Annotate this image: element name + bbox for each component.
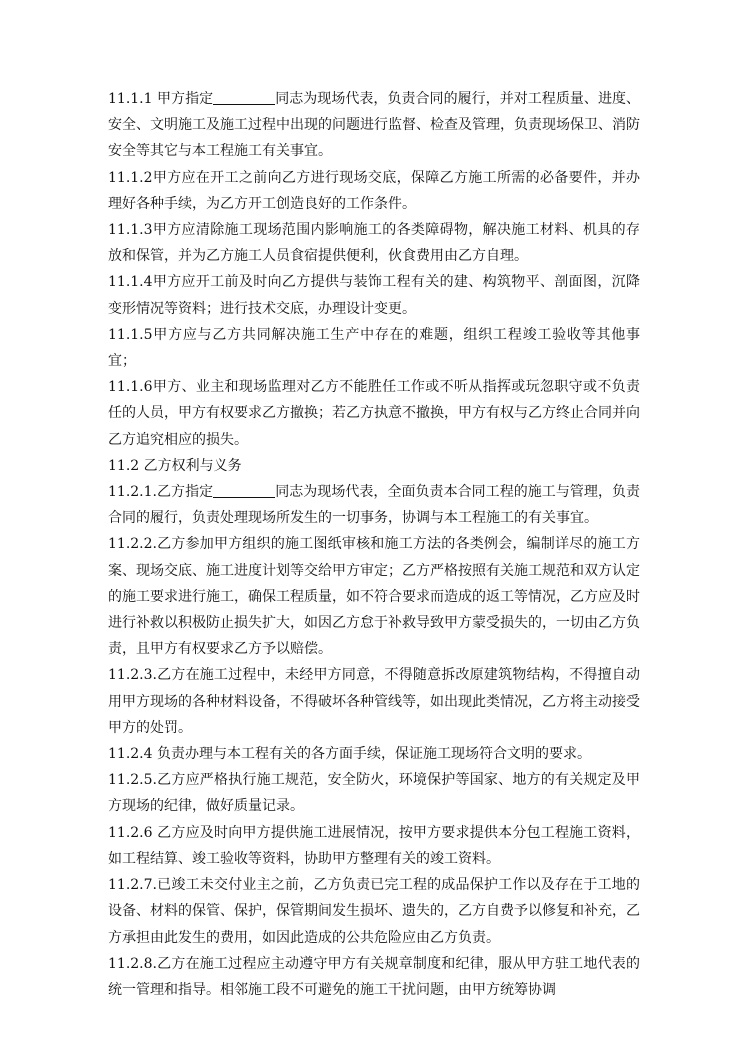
clause-11-1-6: 11.1.6甲方、业主和现场监理对乙方不能胜任工作或不听从指挥或玩忽职守或不负责任的人员，甲方有权要求乙方撤换；若乙方执意不撤换，甲方有权与乙方终止合同并向乙方追究相应的损失。	[108, 379, 640, 448]
clause-text-before-blank: 11.1.1 甲方指定	[108, 91, 214, 107]
clause-11-2-4: 11.2.4 负责办理与本工程有关的各方面手续，保证施工现场符合文明的要求。	[108, 746, 591, 763]
clause-11-2-5: 11.2.5.乙方应严格执行施工规范，安全防火，环境保护等国家、地方的有关规定及甲方现场的纪律，做好质量记录。	[108, 772, 640, 815]
clause-11-1-2: 11.1.2甲方应在开工之前向乙方进行现场交底，保障乙方施工所需的必备要件，并办理好各种手续，为乙方开工创造良好的工作条件。	[108, 169, 640, 212]
fill-in-blank	[213, 483, 275, 498]
clause-11-1-3: 11.1.3甲方应清除施工现场范围内影响施工的各类障碍物，解决施工材料、机具的存放和保管，并为乙方施工人员食宿提供便利，伙食费用由乙方自理。	[108, 222, 640, 265]
clause-text-after-blank: 同志为现场代表，全面负责本合同工程的施工与管理，负责合同的履行，负责处理现场所发生的一切事务，协调与本工程施工的有关事宜。	[108, 484, 641, 527]
document-page	[108, 86, 640, 1003]
clause-11-2-3: 11.2.3.乙方在施工过程中，未经甲方同意，不得随意拆改原建筑物结构，不得擅自动用甲方现场的各种材料设备，不得破坏各种管线等，如出现此类情况，乙方将主动接受甲方的处罚。	[108, 667, 640, 736]
clause-11-1-5: 11.1.5甲方应与乙方共同解决施工生产中存在的难题，组织工程竣工验收等其他事宜；	[108, 326, 640, 370]
clause-text-before-blank: 11.2.1.乙方指定	[108, 484, 214, 501]
clause-11-2-2: 11.2.2.乙方参加甲方组织的施工图纸审核和施工方法的各类例会，编制详尽的施工方案、现场交底、施工进度计划等交给甲方审定；乙方严格按照有关施工规范和双方认定的施工要求进行施工，确保工程质量，如不符合要求而造成的返工等情况，乙方应及时进行补救以积极防止损失扩大，如因乙方怠于补救导致甲方蒙受损失的，一切由乙方负责，且甲方有权要求乙方予以赔偿。	[108, 536, 640, 658]
fill-in-blank	[213, 90, 275, 105]
clause-11-2-8: 11.2.8.乙方在施工过程应主动遵守甲方有关规章制度和纪律，服从甲方驻工地代表的统一管理和指导。相邻施工段不可避免的施工干扰问题，由甲方统筹协调	[108, 955, 640, 998]
section-heading-11-2: 11.2 乙方权利与义务	[108, 457, 242, 474]
clause-text-after-blank: 同志为现场代表，负责合同的履行，并对工程质量、进度、安全、文明施工及施工过程中出现的问题进行监督、检查及管理，负责现场保卫、消防安全等其它与本工程施工有关事宜。	[108, 91, 641, 160]
clause-11-1-1	[108, 86, 640, 165]
clause-11-2-7: 11.2.7.已竣工未交付业主之前，乙方负责已完工程的成品保护工作以及存在于工地的设备、材料的保管、保护，保管期间发生损坏、遗失的，乙方自费予以修复和补充，乙方承担由此发生的费用，如因此造成的公共危险应由乙方负责。	[108, 877, 640, 946]
clause-11-2-1	[108, 479, 640, 531]
clause-11-1-4: 11.1.4甲方应开工前及时向乙方提供与装饰工程有关的建、构筑物平、剖面图，沉降变形情况等资料；进行技术交底，办理设计变更。	[108, 274, 640, 317]
clause-11-2-6: 11.2.6 乙方应及时向甲方提供施工进展情况，按甲方要求提供本分包工程施工资料，如工程结算、竣工验收等资料，协助甲方整理有关的竣工资料。	[108, 824, 640, 867]
